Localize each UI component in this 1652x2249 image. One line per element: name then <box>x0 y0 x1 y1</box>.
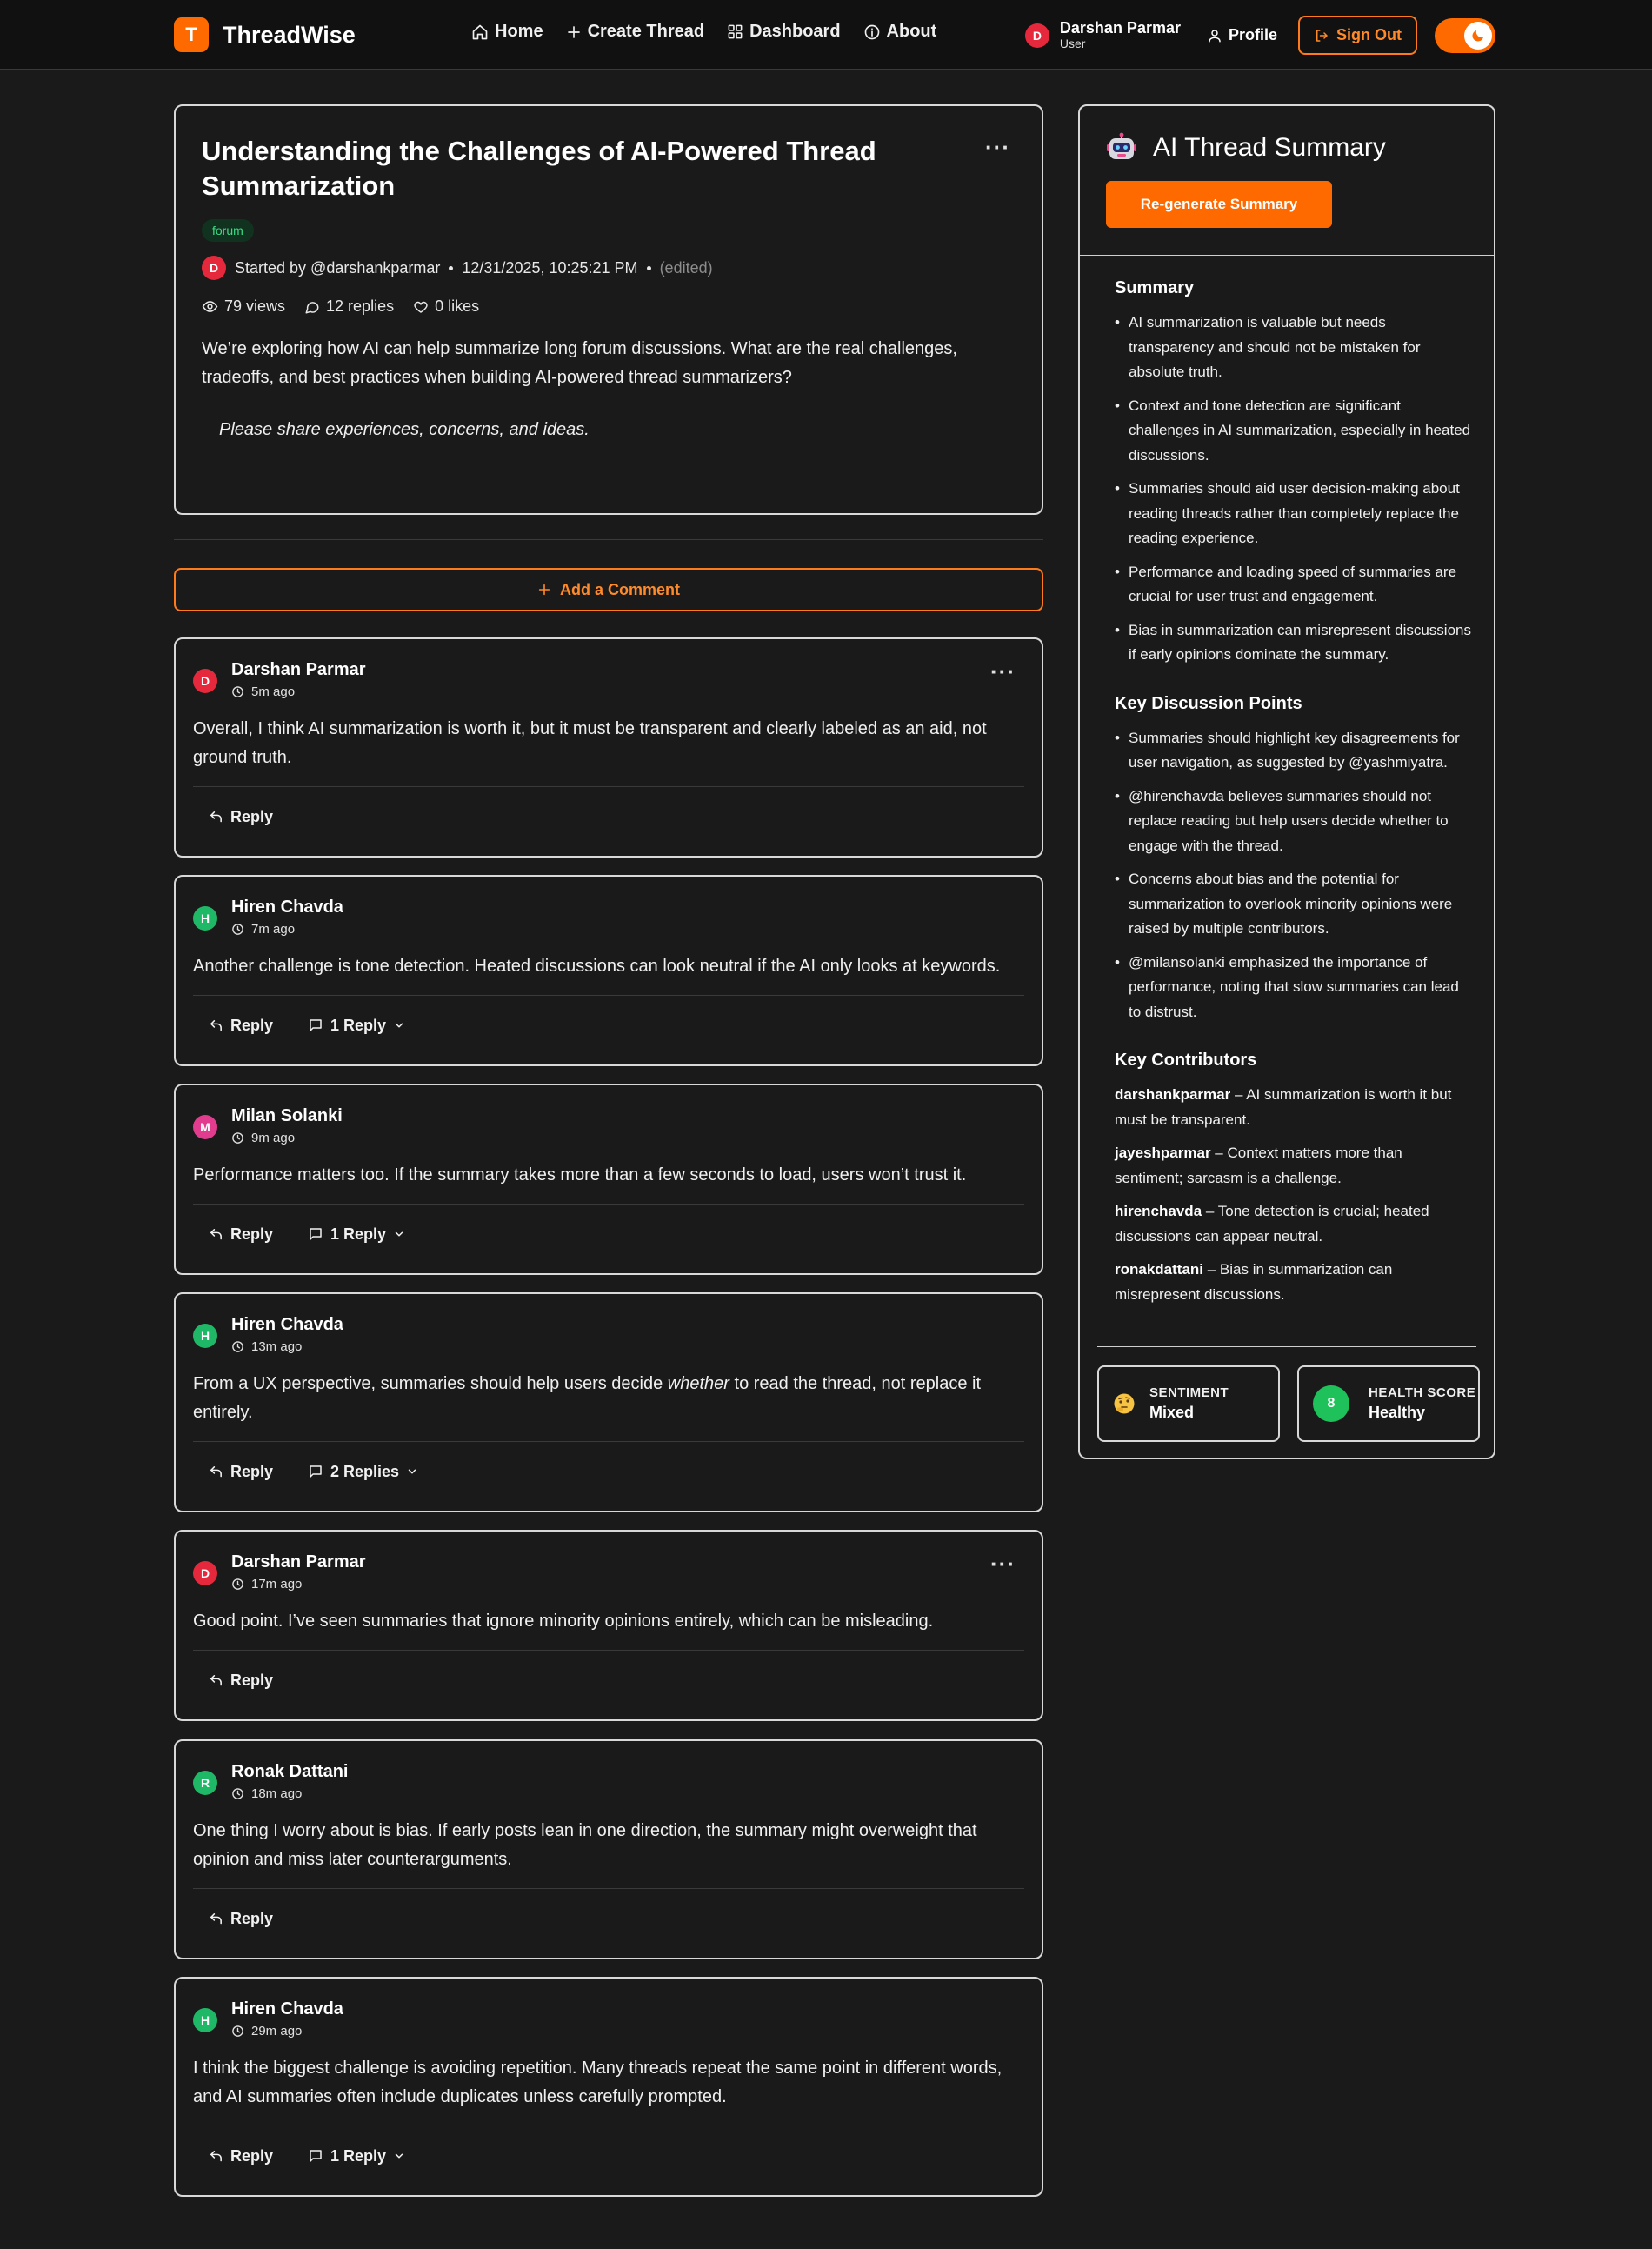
chevron-down-icon <box>393 1228 405 1240</box>
reply-label: Reply <box>230 1462 274 1480</box>
comment-more-button[interactable]: ··· <box>990 1551 1016 1577</box>
comment-actions <box>193 996 1024 1055</box>
health-score-badge: 8 <box>1313 1385 1349 1422</box>
nav-about-label: About <box>886 22 937 41</box>
user-role: User <box>1059 36 1086 50</box>
contributor-name: ronakdattani <box>1115 1261 1204 1278</box>
reply-label: Reply <box>230 1671 274 1689</box>
likes-stat[interactable] <box>413 297 479 316</box>
sentiment-card <box>1097 1365 1280 1442</box>
comment-card <box>174 1084 1043 1275</box>
comment-author[interactable]: Hiren Chavda <box>231 1999 343 2019</box>
regenerate-summary-button[interactable]: Re-generate Summary <box>1106 181 1332 228</box>
summary-item: • Summaries should aid user decision-making about reading threads rather than completely replace the reading experience. <box>1115 477 1473 551</box>
comment-time-text: 9m ago <box>251 1131 296 1145</box>
ai-summary-title: AI Thread Summary <box>1153 133 1386 162</box>
thread-body: We’re exploring how AI can help summarize long forum discussions. What are the real challenges, tradeoffs, and best practices when building AI-powered thread summarizers? <box>202 339 957 387</box>
contributor-item <box>1115 1141 1473 1191</box>
comment-author[interactable]: Hiren Chavda <box>231 1315 343 1334</box>
reply-icon <box>209 1018 223 1033</box>
comment-body-emphasis: whether <box>667 1374 729 1393</box>
comment-author[interactable]: Milan Solanki <box>231 1106 343 1125</box>
plus-icon <box>537 583 551 597</box>
comment-body: Overall, I think AI summarization is worth it, but it must be transparent and clearly labeled as an aid, not ground truth. <box>193 719 987 767</box>
health-score-card <box>1297 1365 1480 1442</box>
health-score-value: Healthy <box>1369 1404 1426 1421</box>
key-contributors-heading: Key Contributors <box>1115 1051 1257 1070</box>
comment-avatar: H <box>193 2008 217 2032</box>
thread-title: Understanding the Challenges of AI-Powered Thread Summarization <box>202 136 876 201</box>
sign-out-button[interactable] <box>1298 16 1417 55</box>
comment-author[interactable]: Darshan Parmar <box>231 660 366 679</box>
comment-card <box>174 875 1043 1066</box>
comment-avatar: R <box>193 1771 217 1795</box>
clock-icon <box>231 1131 244 1145</box>
reply-icon <box>209 1673 223 1688</box>
grid-icon <box>727 23 743 40</box>
reply-label: Reply <box>230 2146 274 2165</box>
comment-icon <box>304 299 320 315</box>
comment-time-text: 18m ago <box>251 1786 303 1801</box>
comment-avatar: H <box>193 906 217 931</box>
chevron-down-icon <box>393 1019 405 1031</box>
nav-dashboard[interactable] <box>727 22 840 42</box>
clock-icon <box>231 685 244 698</box>
user-avatar: D <box>1025 23 1049 48</box>
navbar <box>0 0 1652 70</box>
thread-started-by: Started by @darshankparmar <box>235 258 441 277</box>
reply-label: Reply <box>230 1016 274 1034</box>
comment-avatar: M <box>193 1115 217 1139</box>
info-icon <box>863 23 881 41</box>
meta-separator <box>647 266 651 270</box>
thread-stats <box>202 297 1016 316</box>
comment-author[interactable]: Ronak Dattani <box>231 1762 349 1781</box>
clock-icon <box>231 923 244 936</box>
comment-time <box>231 1339 343 1354</box>
sentiment-label: SENTIMENT <box>1149 1385 1229 1400</box>
nav-dashboard-label: Dashboard <box>749 22 841 41</box>
replies-count: 12 replies <box>326 297 395 315</box>
comment-card <box>174 1530 1043 1721</box>
reply-label: Reply <box>230 1909 274 1927</box>
reply-label: Reply <box>230 1225 274 1243</box>
contributors-list <box>1115 1083 1473 1307</box>
likes-count: 0 likes <box>435 297 480 315</box>
comment-time-text: 7m ago <box>251 922 296 937</box>
user-info <box>1025 20 1181 50</box>
comment-card <box>174 1292 1043 1512</box>
summary-item: • AI summarization is valuable but needs transparency and should not be mistaken for absolute truth. <box>1115 310 1473 385</box>
nav-create-thread[interactable] <box>566 22 705 42</box>
view-replies-button[interactable] <box>308 1463 418 1481</box>
key-point-item: • Summaries should highlight key disagreements for user navigation, as suggested by @yashmiyatra. <box>1115 726 1473 776</box>
contributor-text: – Bias in summarization can misrepresent discussions. <box>1115 1261 1393 1303</box>
meta-separator <box>449 266 453 270</box>
chevron-down-icon <box>406 1465 418 1478</box>
comment-more-button[interactable]: ··· <box>990 658 1016 684</box>
views-count: 79 views <box>224 297 286 315</box>
summary-heading: Summary <box>1115 278 1195 297</box>
key-points-list <box>1115 726 1473 1025</box>
key-point-item: • @milansolanki emphasized the importance of performance, noting that slow summaries can lead to distrust. <box>1115 951 1473 1025</box>
user-name: Darshan Parmar <box>1059 18 1181 37</box>
comment-author[interactable]: Hiren Chavda <box>231 898 343 917</box>
sign-out-label: Sign Out <box>1336 26 1402 43</box>
contributor-item <box>1115 1199 1473 1249</box>
thread-card <box>174 104 1043 515</box>
replies-count-label: 1 Reply <box>330 2146 387 2165</box>
comment-body <box>193 1370 1028 1427</box>
profile-label: Profile <box>1228 26 1277 43</box>
reply-icon <box>209 1465 223 1479</box>
comment-actions <box>193 787 1024 846</box>
thread-edited: (edited) <box>659 258 713 277</box>
summary-item: • Bias in summarization can misrepresent discussions if early opinions dominate the summary. <box>1115 618 1473 668</box>
comment-time <box>231 2024 343 2039</box>
reply-button[interactable] <box>209 1910 273 1928</box>
reply-label: Reply <box>230 807 274 825</box>
comment-actions <box>193 1442 1024 1501</box>
comment-card <box>174 1739 1043 1959</box>
comment-actions <box>193 1205 1024 1264</box>
comment-avatar: H <box>193 1324 217 1348</box>
health-score-label: HEALTH SCORE <box>1369 1385 1476 1400</box>
ai-summary-body <box>1080 256 1494 1307</box>
replies-count-label: 1 Reply <box>330 1225 387 1243</box>
eye-icon <box>202 298 218 315</box>
thread-more-button[interactable]: ··· <box>985 134 1010 160</box>
clock-icon <box>231 1340 244 1353</box>
add-comment-button[interactable] <box>174 568 1043 611</box>
contributor-text: – AI summarization is worth it but must be transparent. <box>1115 1086 1452 1128</box>
comment-time <box>231 1577 366 1592</box>
comment-time-text: 13m ago <box>251 1339 303 1354</box>
comment-body: Performance matters too. If the summary takes more than a few seconds to load, users won’t trust it. <box>193 1165 967 1185</box>
comment-time <box>231 1131 343 1145</box>
views-stat <box>202 297 285 316</box>
sentiment-value: Mixed <box>1149 1404 1195 1421</box>
message-square-icon <box>308 1018 323 1033</box>
contributor-name: jayeshparmar <box>1115 1145 1211 1161</box>
thread-quote: Please share experiences, concerns, and ideas. <box>219 420 590 439</box>
comment-actions <box>193 1889 1024 1948</box>
reply-button[interactable] <box>209 1017 273 1035</box>
view-replies-button[interactable] <box>308 2147 405 2166</box>
robot-icon <box>1106 132 1137 164</box>
comment-time <box>231 1786 348 1801</box>
comment-avatar: D <box>193 669 217 693</box>
comment-card <box>174 637 1043 858</box>
ai-summary-panel <box>1078 104 1495 1459</box>
comment-time <box>231 922 343 937</box>
contributor-item <box>1115 1258 1473 1307</box>
moon-icon <box>1464 22 1492 50</box>
reply-icon <box>209 2149 223 2164</box>
contributor-text: – Context matters more than sentiment; sarcasm is a challenge. <box>1115 1145 1402 1186</box>
reply-button[interactable] <box>209 1463 273 1481</box>
clock-icon <box>231 1787 244 1800</box>
reply-icon <box>209 1912 223 1926</box>
key-point-item: • Concerns about bias and the potential for summarization to overlook minority opinions were raised by multiple contributors. <box>1115 867 1473 942</box>
key-point-item: • @hirenchavda believes summaries should not replace reading but help users decide whether to engage with the thread. <box>1115 784 1473 859</box>
plus-icon <box>566 24 582 40</box>
message-square-icon <box>308 2148 323 2164</box>
replies-count-label: 1 Reply <box>330 1016 387 1034</box>
comment-body: Good point. I’ve seen summaries that ignore minority opinions entirely, which can be misleading. <box>193 1612 934 1631</box>
replies-count-label: 2 Replies <box>330 1462 400 1480</box>
thinking-face-icon <box>1113 1392 1136 1415</box>
brand[interactable] <box>174 17 356 52</box>
message-square-icon <box>308 1226 323 1242</box>
contributor-name: hirenchavda <box>1115 1203 1202 1219</box>
comment-card <box>174 1977 1043 2197</box>
clock-icon <box>231 1578 244 1591</box>
main-nav <box>471 22 936 42</box>
thread-author-avatar: D <box>202 256 226 280</box>
comment-author[interactable]: Darshan Parmar <box>231 1552 366 1572</box>
comment-time-text: 29m ago <box>251 2024 303 2039</box>
comment-body: One thing I worry about is bias. If early posts lean in one direction, the summary might overweight that opinion and miss later counterarguments. <box>193 1821 977 1869</box>
view-replies-button[interactable] <box>308 1017 405 1035</box>
comment-body: Another challenge is tone detection. Heated discussions can look neutral if the AI only looks at keywords. <box>193 957 1001 976</box>
reply-button[interactable] <box>209 808 273 826</box>
brand-logo[interactable]: T <box>174 17 209 52</box>
nav-right <box>1025 16 1495 55</box>
ai-summary-header <box>1080 106 1494 256</box>
nav-about[interactable] <box>863 22 937 42</box>
comment-time <box>231 684 366 699</box>
comment-body: I think the biggest challenge is avoiding repetition. Many threads repeat the same point in different words, and AI summaries often include duplicates unless carefully prompted. <box>193 2059 1003 2106</box>
reply-icon <box>209 810 223 824</box>
reply-button[interactable] <box>209 1672 273 1690</box>
key-points-heading: Key Discussion Points <box>1115 693 1302 713</box>
contributor-text: – Tone detection is crucial; heated discussions can appear neutral. <box>1115 1203 1429 1245</box>
summary-footer-divider <box>1097 1346 1476 1347</box>
thread-meta <box>202 256 1016 280</box>
replies-stat <box>304 297 394 316</box>
chevron-down-icon <box>393 2150 405 2162</box>
summary-item: • Performance and loading speed of summaries are crucial for user trust and engagement. <box>1115 560 1473 610</box>
nav-home[interactable] <box>471 22 543 42</box>
theme-toggle[interactable] <box>1435 18 1495 53</box>
comment-avatar: D <box>193 1561 217 1585</box>
comment-body-text: to read the thread, not replace it entirely. <box>193 1374 982 1422</box>
comment-actions <box>193 2126 1024 2186</box>
comment-actions <box>193 1651 1024 1710</box>
heart-icon <box>413 299 429 315</box>
summary-item: • Context and tone detection are significant challenges in AI summarization, especially in heated discussions. <box>1115 394 1473 469</box>
home-icon <box>471 23 489 41</box>
reply-button[interactable] <box>209 1225 273 1244</box>
add-comment-label: Add a Comment <box>559 580 680 598</box>
comment-time-text: 17m ago <box>251 1577 303 1592</box>
summary-list <box>1115 310 1473 668</box>
clock-icon <box>231 2025 244 2038</box>
logout-icon <box>1314 28 1329 43</box>
brand-name[interactable]: ThreadWise <box>223 21 356 48</box>
comment-body-text: From a UX perspective, summaries should help users decide <box>193 1374 668 1393</box>
message-square-icon <box>308 1464 323 1479</box>
divider <box>174 539 1043 540</box>
view-replies-button[interactable] <box>308 1225 405 1244</box>
contributor-item <box>1115 1083 1473 1132</box>
nav-home-label: Home <box>495 22 543 41</box>
thread-tag[interactable]: forum <box>202 219 254 242</box>
reply-icon <box>209 1227 223 1242</box>
thread-date: 12/31/2025, 10:25:21 PM <box>462 258 638 277</box>
user-icon <box>1207 28 1222 43</box>
reply-button[interactable] <box>209 2147 273 2166</box>
profile-link[interactable] <box>1207 26 1277 44</box>
contributor-name: darshankparmar <box>1115 1086 1231 1103</box>
comment-time-text: 5m ago <box>251 684 296 699</box>
nav-create-thread-label: Create Thread <box>587 22 705 41</box>
